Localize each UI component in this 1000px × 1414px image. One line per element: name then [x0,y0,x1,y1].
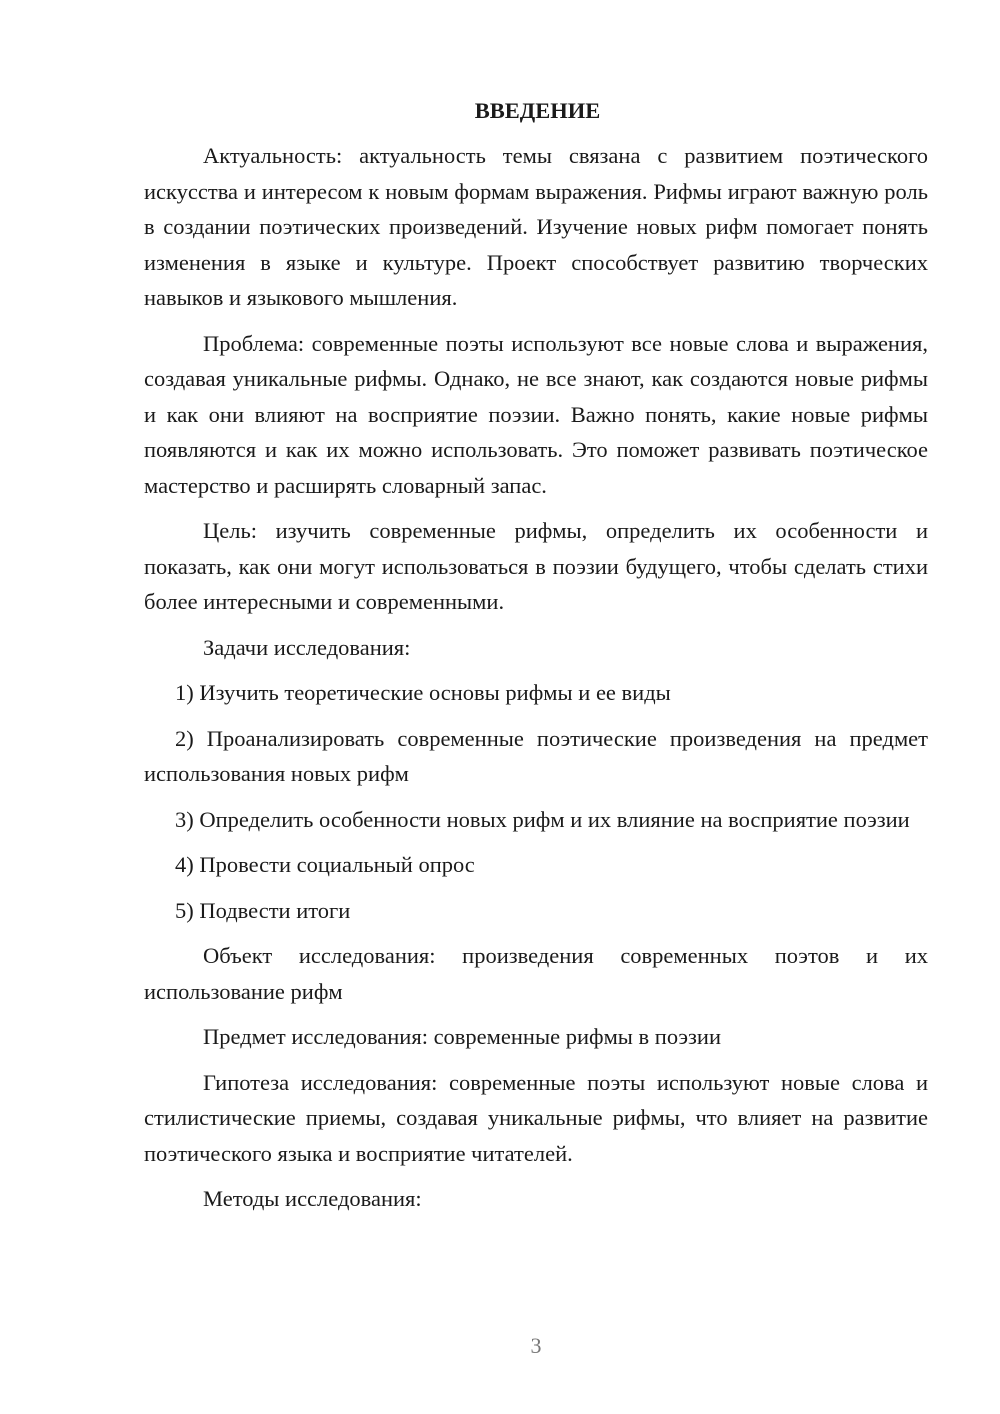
paragraph-goal: Цель: изучить современные рифмы, определить их особенности и показать, как они могут использоваться в поэзии будущего, чтобы сделать стихи более интересными и современными. [144,518,928,614]
tasks-list [144,675,928,928]
list-item: 5) Подвести итоги [175,897,351,923]
list-item: 1) Изучить теоретические основы рифмы и ее виды [175,680,671,705]
tasks-heading: Задачи исследования: [203,634,411,660]
paragraph-subject: Предмет исследования: современные рифмы в поэзии [203,1024,721,1049]
list-item: 4) Провести социальный опрос [175,852,475,877]
paragraph-relevance: Актуальность: актуальность темы связана с развитием поэтического искусства и интересом к новым формам выражения. Рифмы играют важную роль в создании поэтических произведений. Изучение новых рифм помогает понять изменения в языке и культуре. Проект способствует развитию творческих навыков и языкового мышления. [144,143,928,310]
list-item: 3) Определить особенности новых рифм и их влияние на восприятие поэзии [175,806,910,832]
page-number: 3 [530,1333,542,1358]
paragraph-hypothesis: Гипотеза исследования: современные поэты используют новые слова и стилистические приемы, создавая уникальные рифмы, что влияет на развитие поэтического языка и восприятие читателей. [144,1069,928,1166]
paragraph-object: Объект исследования: произведения современных поэтов и их использование рифм [144,943,928,1004]
paragraph-problem: Проблема: современные поэты используют все новые слова и выражения, создавая уникальные рифмы. Однако, не все знают, как создаются новые рифмы и как они влияют на восприятие поэзии. Важно понять, какие новые рифмы появляются и как их можно использовать. Это поможет развивать поэтическое мастерство и расширять словарный запас. [144,330,928,498]
page-title: ВВЕДЕНИЕ [474,98,601,123]
page-content [144,96,928,1227]
methods-heading: Методы исследования: [203,1186,422,1211]
list-item: 2) Проанализировать современные поэтические произведения на предмет использования новых рифм [144,725,928,786]
